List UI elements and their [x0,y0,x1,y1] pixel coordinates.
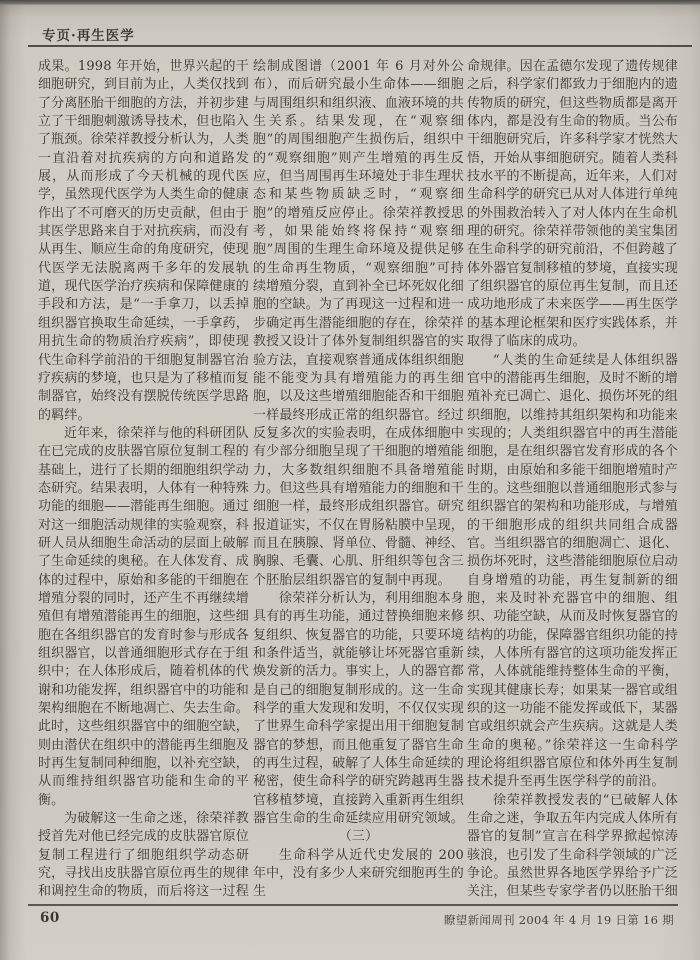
paragraph: 命规律。因在孟德尔发现了遗传规律之后，科学家们都致力于细胞内的遗传物质的研究，但这些物质都是离开体内，都是没有生命的物质。当公布干细胞研究后，许多科学家才恍然大悟，开始从事细胞研究。随着人类科技水平的不断提高，近年来，人们对生命科学的研究已从对人体进行单纯的外围救治转入了对人体内在生命机理的研究。徐荣祥带领他的美宝集团在生命科学的研究前沿，不但跨越了体外器官复制移植的梦境，直接实现了组织器官的原位再生复制，而且还成功地形成了未来医学——再生医学的基本理论框架和医疗实践体系，并取得了临床的成功。 [467,59,678,350]
paragraph: 徐荣祥教授发表的“已破解人体生命之迷，争取五年内完成人体所有器官的复制”宣言在科学界掀起惊涛骇浪，也引发了生命科学领域的广泛争论。虽然世界各地医学界给予广泛关注，但某些专家学者仍以胚胎干细 [467,792,678,900]
scan-top-edge [0,0,700,5]
footer-rule [28,904,678,906]
paragraph: 成果。1998 年开始，世界兴起的干细胞研究，到目前为止，人类仅找到了分离胚胎干细胞的方法，并初步建立了干细胞刺激诱导技术，但也陷入了瓶颈。徐荣祥教授分析认为，人类一直沿着对抗疾病的方向和道路发展，从而形成了今天机械的现代医学，虽然现代医学为人类生命的健康作出了不可磨灭的历史贡献，但由于其医学思路来自于对抗疾病，而没有从再生、顺应生命的角度研究，使现代医学无法脱离两千多年的发展轨道，现代医学治疗疾病和保障健康的手段和方法，是“一手拿刀，以丢掉组织器官换取生命延续，一手拿药，用抗生命的物质治疗疾病”，即使现代生命科学前沿的干细胞复制器官治疗疾病的梦境，也只是为了移植而复制器官，始终没有摆脱传统医学思路的羁绊。 [38,59,249,423]
text-column-left [38,58,249,906]
paragraph: 生命科学从近代史发展的 200 年中，没有多少人来研究细胞再生的生 [253,847,464,900]
paragraph: 近年来，徐荣祥与他的科研团队在已完成的皮肤器官原位复制工程的基础上，进行了长期的细胞组织学动态研究。结果表明，人体有一种特殊功能的细胞——潜能再生细胞。通过对这一细胞活动规律的实验观察，科研人员从细胞生命活动的层面上破解了生命延续的奥秘。在人体发育、成体的过程中，原始和多能的干细胞在增殖分裂的同时，还产生不再继续增殖但有增殖潜能再生的细胞，这些细胞在各组织器官的发育时参与形成各组织器官，以普通细胞形式存在于组织中；在人体形成后，随着机体的代谢和功能发挥，组织器官中的功能和架构细胞在不断地凋亡、失去生命。此时，这些组织器官中的细胞空缺，则由潜伏在组织中的潜能再生细胞及时再生复制同种细胞，以补充空缺，从而维持组织器官功能和生命的平衡。 [38,425,249,808]
text-column-middle [253,58,464,906]
journal-footer: 瞭望新闻周刊 2004 年 4 月 19 日第 16 期 [444,913,674,927]
text-column-right [467,58,678,906]
paragraph: “人类的生命延续是人体组织器官中的潜能再生细胞，及时不断的增殖补充已凋亡、退化、损伤坏死的组织细胞，以维持其组织架构和功能来实现的；人类组织器官中的再生潜能细胞，是在组织器官发育形成的各个时期，由原始和多能干细胞增殖时产生的。这些细胞以普通细胞形式参与组织器官的架构和功能形成，与增殖的干细胞形成的组织共同组合成器官。当组织器官的细胞凋亡、退化、损伤坏死时，这些潜能细胞原位启动自身增殖的功能，再生复制新的细胞，来及时补充器官中的细胞、组织、功能空缺，从而及时恢复器官的结构的功能，保障器官组织功能的持续，人体所有器官的这项功能发挥正常，人体就能维持整体生命的平衡，实现其健康长寿；如果某一器官或组织的这一功能不能发挥或低下，某器官或组织就会产生疾病。这就是人类生命的奥秘。”徐荣祥这一生命科学理论将组织器官原位和体外再生复制技术提升至再生医学科学的前沿。 [467,352,678,790]
section-header: 专页·再生医学 [42,28,135,44]
paragraph: 为破解这一生命之迷，徐荣祥教授首先对他已经完成的皮肤器官原位复制工程进行了细胞组织学动态研究，寻找出皮肤器官原位再生的规律和调控生命的物质，而后将这一过程 [38,811,249,900]
paragraph: 绘制成图谱（2001 年 6 月对外公布），而后研究最小生命体——细胞与周围组织和组织液、血液环境的共生关系。结果发现，在“观察细胞”的周围细胞产生损伤后，组织中的“观察细胞”则产生增殖的再生反应，但当周围再生环境处于非生理状态和某些物质缺乏时，“观察细胞”的增殖反应停止。徐荣祥教授思考，如果能始终将保持“观察细胞”周围的生理生命环境及提供足够的生命再生物质，“观察细胞”可持续增殖分裂，直到补全已坏死奴化细胞的空缺。为了再现这一过程和进一步确定再生潜能细胞的存在，徐荣祥教授又设计了体外复制组织器官的实验方法，直接观察普通成体组织细胞能不能变为具有增殖能力的再生细胞，以及这些增殖细胞能否和干细胞一样最终形成正常的组织器官。经过反复多次的实验表明，在成体细胞中有少部分细胞呈现了干细胞的增殖能力，大多数组织细胞不具备增殖能力。但这些具有增殖能力的细胞和干细胞一样，最终形成组织器官。研究报道证实，不仅在胃肠粘膜中呈现，而且在胰腺、肾单位、骨髓、神经、胸腺、毛囊、心肌、肝组织等包含三个胚胎层组织器官的复制中再现。 [253,59,464,588]
page-number: 60 [40,910,60,926]
header-rule [28,45,692,47]
paragraph: （三） [338,829,379,845]
paragraph: 徐荣祥分析认为，利用细胞本身具有的再生功能，通过替换细胞来修复组织、恢复器官的功能，只要环境和条件适当，就能够让坏死器官重新焕发新的活力。事实上，人的器官都是自己的细胞复制形成的。这一生命科学的重大发现和发明，不仅仅实现了世界生命科学家提出用干细胞复制器官的梦想，而且他重复了器官生命的再生过程，破解了人体生命延续的秘密，使生命科学的研究跨越再生器官移植梦境，直接跨入重新再生组织器官生命的生命延续应用研究领域。 [253,590,464,827]
